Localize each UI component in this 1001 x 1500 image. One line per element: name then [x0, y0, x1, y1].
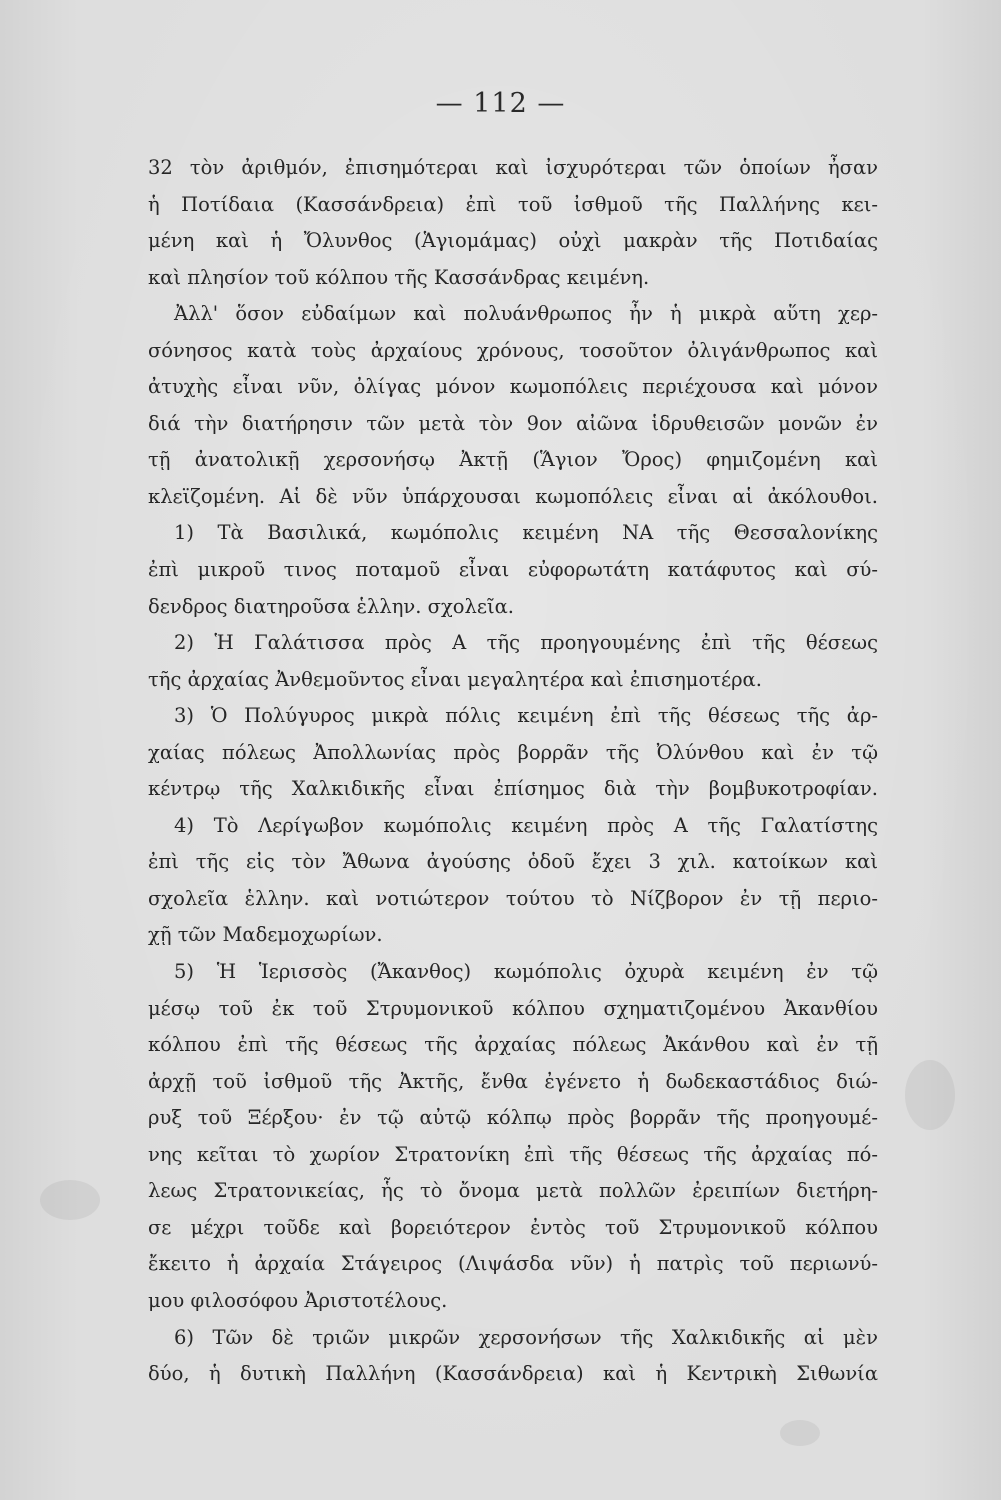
text-line: Ἀλλ' ὅσον εὐδαίμων καὶ πολυάνθρωπος ἦν ἡ μικρὰ αὕτη χερ-	[174, 302, 878, 326]
text-line: κόλπου ἐπὶ τῆς θέσεως τῆς ἀρχαίας πόλεως Ἀκάνθου καὶ ἐν τῇ	[148, 1033, 878, 1057]
text-line: ἡ Ποτίδαια (Κασσάνδρεια) ἐπὶ τοῦ ἰσθμοῦ τῆς Παλλήνης κει-	[148, 192, 878, 216]
text-line: 32 τὸν ἀριθμόν, ἐπισημότεραι καὶ ἰσχυρότεραι τῶν ὁποίων ἦσαν	[148, 156, 878, 179]
text-line: ἀτυχὴς εἶναι νῦν, ὀλίγας μόνον κωμοπόλεις περιέχουσα καὶ μόνον	[148, 375, 878, 399]
text-line: 1) Τὰ Βασιλικά, κωμόπολις κειμένη ΝΑ τῆς Θεσσαλονίκης	[174, 521, 878, 545]
text-line: 2) Ἡ Γαλάτισσα πρὸς Α τῆς προηγουμένης ἐπὶ τῆς θέσεως	[174, 631, 878, 655]
text-line: 5) Ἡ Ἱερισσὸς (Ἄκανθος) κωμόπολις ὀχυρὰ κειμένη ἐν τῷ	[174, 960, 878, 984]
page-number: — 112 —	[435, 88, 566, 119]
text-line: 4) Τὸ Λερίγωβον κωμόπολις κειμένη πρὸς Α τῆς Γαλατίστης	[174, 813, 878, 837]
text-line: λεως Στρατονικείας, ἧς τὸ ὄνομα μετὰ πολλῶν ἐρειπίων διετήρη-	[148, 1179, 878, 1203]
text-line: χῇ τῶν Μαδεμοχωρίων.	[148, 923, 383, 947]
text-line: δύο, ἡ δυτικὴ Παλλήνη (Κασσάνδρεια) καὶ ἡ Κεντρικὴ Σιθωνία	[148, 1362, 878, 1386]
text-line: διά τὴν διατήρησιν τῶν μετὰ τὸν 9ον αἰῶνα ἱδρυθεισῶν μονῶν ἐν	[148, 411, 878, 435]
text-line: 6) Τῶν δὲ τριῶν μικρῶν χερσονήσων τῆς Χαλκιδικῆς αἱ μὲν	[174, 1325, 878, 1349]
text-line: μου φιλοσόφου Ἀριστοτέλους.	[148, 1288, 448, 1312]
paper-stain	[905, 1060, 955, 1130]
text-line: ρυξ τοῦ Ξέρξου· ἐν τῷ αὐτῷ κόλπῳ πρὸς βορρᾶν τῆς προηγουμέ-	[148, 1106, 878, 1130]
text-line: μένη καὶ ἡ Ὄλυνθος (Ἁγιομάμας) οὐχὶ μακρὰν τῆς Ποτιδαίας	[148, 229, 878, 253]
text-line: σε μέχρι τοῦδε καὶ βορειότερον ἐντὸς τοῦ Στρυμονικοῦ κόλπου	[148, 1215, 878, 1239]
paper-stain	[40, 1180, 100, 1220]
paper-stain	[780, 1420, 820, 1446]
text-line: χαίας πόλεως Ἀπολλωνίας πρὸς βορρᾶν τῆς Ὀλύνθου καὶ ἐν τῷ	[148, 740, 878, 764]
text-line: καὶ πλησίον τοῦ κόλπου τῆς Κασσάνδρας κειμένη.	[148, 265, 650, 289]
text-line: ἐπὶ μικροῦ τινος ποταμοῦ εἶναι εὐφορωτάτη κατάφυτος καὶ σύ-	[148, 558, 878, 582]
text-line: 3) Ὁ Πολύγυρος μικρὰ πόλις κειμένη ἐπὶ τῆς θέσεως τῆς ἀρ-	[174, 704, 878, 728]
text-line: μέσῳ τοῦ ἐκ τοῦ Στρυμονικοῦ κόλπου σχηματιζομένου Ἀκανθίου	[148, 996, 878, 1020]
body-text	[148, 150, 878, 1393]
text-line: ἔκειτο ἡ ἀρχαία Στάγειρος (Λιψάσδα νῦν) ἡ πατρὶς τοῦ περιωνύ-	[148, 1252, 878, 1276]
text-line: σχολεῖα ἑλλην. καὶ νοτιώτερον τούτου τὸ Νίζβορον ἐν τῇ περιο-	[148, 886, 878, 910]
text-line: κέντρῳ τῆς Χαλκιδικῆς εἶναι ἐπίσημος διὰ τὴν βομβυκοτροφίαν.	[148, 777, 878, 801]
text-line: νης κεῖται τὸ χωρίον Στρατονίκη ἐπὶ τῆς θέσεως τῆς ἀρχαίας πό-	[148, 1142, 878, 1166]
text-line: ἐπὶ τῆς εἰς τὸν Ἄθωνα ἀγούσης ὁδοῦ ἔχει 3 χιλ. κατοίκων καὶ	[148, 850, 878, 874]
text-line: τῇ ἀνατολικῇ χερσονήσῳ Ἀκτῇ (Ἅγιον Ὄρος) φημιζομένη καὶ	[148, 448, 878, 472]
text-line: σόνησος κατὰ τοὺς ἀρχαίους χρόνους, τοσοῦτον ὀλιγάνθρωπος καὶ	[148, 338, 878, 362]
text-line: τῆς ἀρχαίας Ἀνθεμοῦντος εἶναι μεγαλητέρα καὶ ἐπισημοτέρα.	[148, 667, 762, 691]
text-line: κλεϊζομένη. Αἱ δὲ νῦν ὑπάρχουσαι κωμοπόλεις εἶναι αἱ ἀκόλουθοι.	[148, 484, 878, 508]
text-line: ἀρχῇ τοῦ ἰσθμοῦ τῆς Ἀκτῆς, ἔνθα ἐγένετο ἡ δωδεκαστάδιος διώ-	[148, 1069, 878, 1093]
text-line: δενδρος διατηροῦσα ἑλλην. σχολεῖα.	[148, 594, 514, 618]
